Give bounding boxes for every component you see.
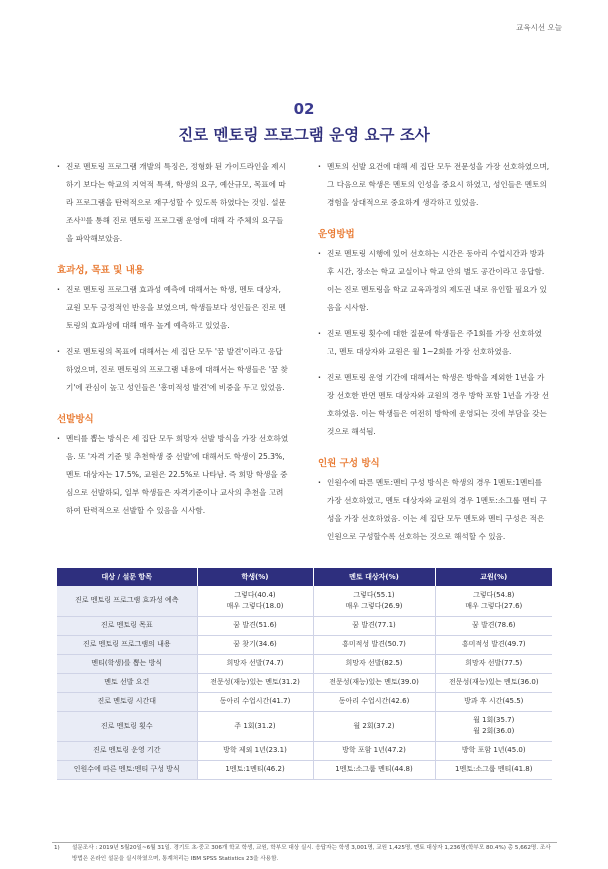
table-row-label: 진로 멘토링 횟수 (57, 711, 197, 741)
table-cell-value: 꿈 발견(78.6) (471, 621, 516, 629)
table-cell-value: 꿈 발견(51.6) (233, 621, 277, 629)
table-cell-value: 1멘토:소그룹 멘티(41.8) (455, 765, 533, 773)
table-cell-value: 그렇다(55.1) (353, 590, 395, 599)
table-cell-value: 1멘토:1멘티(46.2) (225, 765, 285, 773)
paragraph-mentor-requirements: · 멘토의 선발 요건에 대해 세 집단 모두 전문성을 가장 선호하였으며, 그 다음으로 학생은 멘토의 인성을 중요시 하였고, 성인들은 멘토의 경험을 상대적으로 중요하게 생각하고 있었음. (318, 158, 550, 212)
heading-effectiveness: 효과성, 목표 및 내용 (57, 265, 144, 276)
table-cell-value: 희망자 선발(74.7) (226, 659, 284, 667)
table-row (57, 760, 552, 779)
table-cell-student (197, 586, 313, 616)
paragraph-goals: · 진로 멘토링의 목표에 대해서는 세 집단 모두 '꿈 발견'이라고 응답하였으며, 진로 멘토링의 프로그램 내용에 대해서는 학생들은 '꿈 찾기'에 관심이 높고 성인들은 '흥미적성 발견'에 비중을 두고 있었음. (57, 343, 289, 397)
table-cell-mentor (313, 654, 435, 673)
table-cell-student (197, 673, 313, 692)
table-row (57, 692, 552, 711)
table-cell-value: 방학 제외 1년(23.1) (223, 746, 287, 754)
table-cell-value: 그렇다(54.8) (473, 590, 515, 599)
table-cell-teacher (435, 741, 552, 760)
table-header-row (57, 568, 552, 586)
table-cell-value: 꿈 발견(77.1) (352, 621, 396, 629)
paragraph-group-composition: · 인원수에 따른 멘토:멘티 구성 방식은 학생의 경우 1멘토:1멘티를 가장 선호하였고, 멘토 대상자와 교원의 경우 1멘토:소그룹 멘티 구성을 가장 선호하였음. 이는 세 집단 모두 멘토와 멘티 구성은 적은 인원으로 구성할수록 선호하는 것으로 해석할 수 있음. (318, 474, 550, 546)
table-cell-teacher (435, 616, 552, 635)
table-cell-teacher (435, 586, 552, 616)
table-row-label: 멘토 선발 요건 (57, 673, 197, 692)
table-row (57, 711, 552, 741)
table-cell-mentor (313, 673, 435, 692)
table-cell-value: 전문성(재능)있는 멘토(39.0) (329, 678, 419, 686)
table-cell-value: 전문성(재능)있는 멘토(36.0) (448, 678, 539, 686)
table-cell-value: 방학 포함 1년(45.0) (461, 746, 526, 754)
table-cell-student (197, 711, 313, 741)
section-title: 진로 멘토링 프로그램 운영 요구 조사 (178, 126, 430, 144)
table-cell-teacher (435, 673, 552, 692)
table-cell-mentor (313, 741, 435, 760)
paragraph-selection: · 멘티를 뽑는 방식은 세 집단 모두 희망자 선발 방식을 가장 선호하였음. 또 '자격 기준 및 추천학생 중 선발'에 대해서도 학생이 25.3%, 멘토 대상자는 17.5%, 교원은 22.5%로 나타남. 즉 희망 학생을 중심으로 선발하되, 일부 학생들은 자격기준이나 교사의 추천을 고려하여 탄력적으로 선발할 수 있음을 시사함. (57, 430, 289, 520)
table-row (57, 654, 552, 673)
paragraph-duration: · 진로 멘토링 운영 기간에 대해서는 학생은 방학을 제외한 1년을 가장 선호한 반면 멘토 대상자와 교원의 경우 방학 포함 1년을 가장 선호하였음. 이는 학생들은 여전히 방학에 운영되는 것에 부담을 갖는 것으로 해석됨. (318, 369, 550, 441)
table-cell-student (197, 616, 313, 635)
table-cell-value: 주 1회(31.2) (234, 721, 276, 730)
table-header-cell: 대상 / 설문 항목 (57, 568, 197, 586)
heading-operation: 운영방법 (318, 229, 355, 240)
table-cell-teacher (435, 692, 552, 711)
paragraph-effectiveness: · 진로 멘토링 프로그램 효과성 예측에 대해서는 학생, 멘토 대상자, 교원 모두 긍정적인 반응을 보였으며, 학생들보다 성인들은 진로 멘토링의 효과성에 대해 매우 높게 예측하고 있었음. (57, 281, 289, 335)
table-cell-student (197, 692, 313, 711)
table-cell-mentor (313, 692, 435, 711)
table-cell-value: 월 2회(36.0) (473, 727, 515, 735)
table-cell-mentor (313, 616, 435, 635)
table-cell-value: 동아리 수업시간(41.7) (219, 697, 291, 705)
table-cell-teacher (435, 711, 552, 741)
right-column (318, 158, 550, 554)
table-cell-value: 월 1회(35.7) (473, 716, 515, 724)
table-header-cell: 교원(%) (435, 568, 552, 586)
table-cell-mentor (313, 760, 435, 779)
table-cell-value: 꿈 찾기(34.6) (233, 640, 277, 648)
heading-group-composition: 인원 구성 방식 (318, 458, 380, 469)
left-column (57, 158, 289, 528)
table-row-label: 진로 멘토링 목표 (57, 616, 197, 635)
table-cell-teacher (435, 654, 552, 673)
table-row (57, 741, 552, 760)
table-cell-mentor (313, 711, 435, 741)
table-cell-student (197, 635, 313, 654)
heading-selection: 선발방식 (57, 414, 94, 425)
table-row-label: 진로 멘토링 프로그램 효과성 예측 (57, 586, 197, 616)
table-cell-value: 흥미적성 발견(50.7) (342, 640, 406, 648)
section-number: 02 (293, 100, 315, 118)
table-row-label: 멘티(학생)를 뽑는 방식 (57, 654, 197, 673)
table-cell-value: 흥미적성 발견(49.7) (461, 640, 526, 648)
table-row-label: 진로 멘토링 운영 기간 (57, 741, 197, 760)
table-header-cell: 학생(%) (197, 568, 313, 586)
table-cell-value: 매우 그렇다(26.9) (345, 601, 403, 610)
footnote (54, 843, 554, 865)
table-cell-mentor (313, 586, 435, 616)
table-cell-teacher (435, 635, 552, 654)
footnote-mark: 1) (54, 845, 60, 851)
table-cell-student (197, 654, 313, 673)
intro-paragraph: · 진로 멘토링 프로그램 개발의 특징은, 정형화 된 가이드라인을 제시하기 보다는 학교의 지역적 특색, 학생의 요구, 예산규모, 목표에 따라 프로그램을 탄력적으로 재구성할 수 있도록 하였다는 것임. 설문조사¹⁾를 통해 진로 멘토링 프로그램 운영에 대해 각 주체의 요구들을 파악해보았음. (57, 158, 289, 248)
table-row-label: 인원수에 따른 멘토:멘티 구성 방식 (57, 760, 197, 779)
table-cell-value: 희망자 선발(77.5) (465, 659, 523, 667)
table-row (57, 616, 552, 635)
table-row-label: 진로 멘토링 프로그램의 내용 (57, 635, 197, 654)
table-cell-value: 1멘토:소그룹 멘티(44.8) (335, 765, 413, 773)
table-body (57, 586, 552, 779)
table-cell-value: 방과 후 시간(45.5) (464, 697, 524, 705)
survey-results-table (57, 568, 552, 780)
table-cell-value: 월 2회(37.2) (353, 721, 395, 730)
paragraph-timing: · 진로 멘토링 시행에 있어 선호하는 시간은 동아리 수업시간과 방과후 시간, 장소는 학교 교실이나 학교 안의 별도 공간이라고 응답함. 이는 진로 멘토링을 학교 교육과정의 제도권 내로 유인할 필요가 있음을 시사함. (318, 245, 550, 317)
table-cell-value: 매우 그렇다(27.6) (465, 601, 523, 610)
footnote-text: 설문조사 : 2019년 5월20일~6월 31일. 경기도 초·중고 306개 학교 학생, 교원, 학부모 대상 실시. 응답자는 학생 3,001명, 교원 1,425명, 멘토 대상자 1,236명(학부모 80.4%) 총 5,662명. 조사방법은 온라인 설문을 실시하였으며, 통계처리는 IBM SPSS Statistics 23을 사용함. (72, 845, 551, 862)
table-cell-value: 매우 그렇다(18.0) (226, 601, 284, 610)
paragraph-frequency: · 진로 멘토링 횟수에 대한 질문에 학생들은 주1회를 가장 선호하였고, 멘토 대상자와 교원은 월 1~2회를 가장 선호하였음. (318, 325, 550, 361)
table-cell-teacher (435, 760, 552, 779)
table-row-label: 진로 멘토링 시간대 (57, 692, 197, 711)
table-row (57, 673, 552, 692)
table-cell-mentor (313, 635, 435, 654)
table-row (57, 635, 552, 654)
table-cell-value: 동아리 수업시간(42.6) (338, 697, 410, 705)
table-cell-value: 희망자 선발(82.5) (345, 659, 403, 667)
table-cell-value: 그렇다(40.4) (234, 590, 276, 599)
table-row (57, 586, 552, 616)
table-cell-student (197, 760, 313, 779)
table-cell-value: 방학 포함 1년(47.2) (342, 746, 406, 754)
running-header: 교육시선 오늘 (516, 23, 562, 32)
table-header-cell: 멘토 대상자(%) (313, 568, 435, 586)
table-cell-value: 전문성(재능)있는 멘토(31.2) (210, 678, 300, 686)
table-cell-student (197, 741, 313, 760)
